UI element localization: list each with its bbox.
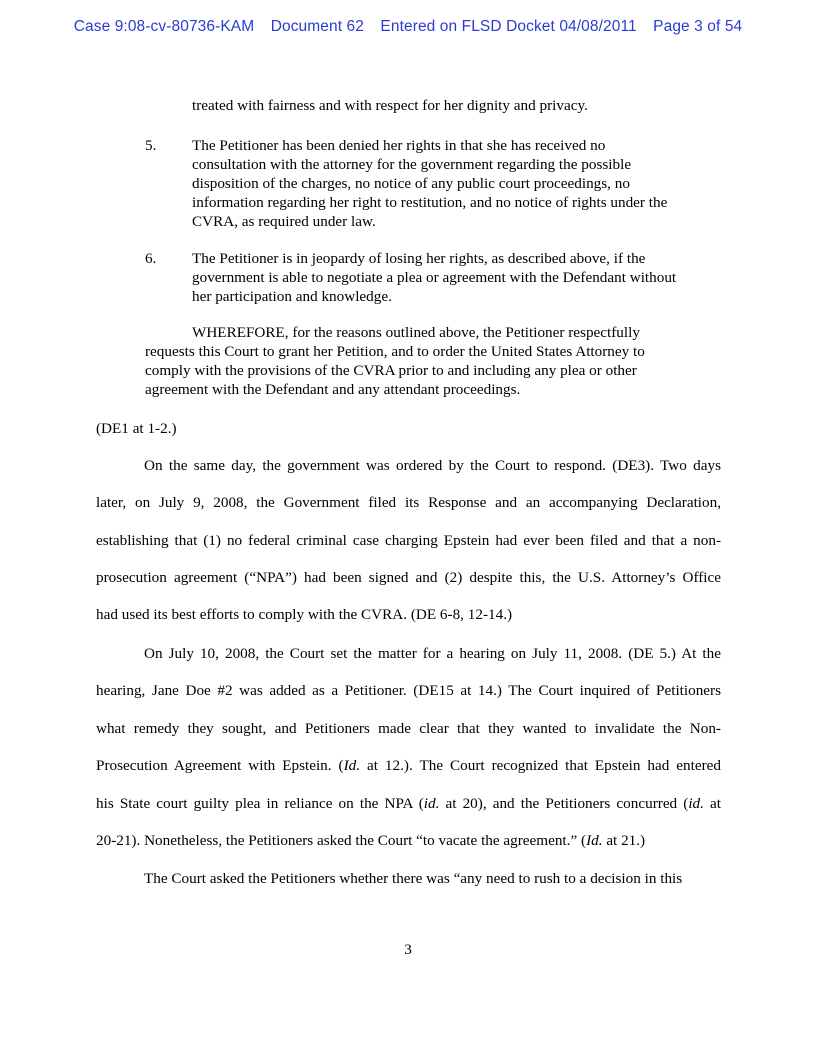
docket-entry: Entered on FLSD Docket 04/08/2011	[380, 18, 637, 35]
italic-run: id.	[688, 795, 704, 812]
text-run: at 20), and the Petitioners concurred (	[439, 795, 689, 812]
body-line: hearing, Jane Doe #2 was added as a Petitioner. (DE15 at 14.) The Court inquired of Petitioners	[96, 682, 721, 699]
body-line: had used its best efforts to comply with the CVRA. (DE 6-8, 12-14.)	[96, 606, 513, 623]
body-line: later, on July 9, 2008, the Government filed its Response and an accompanying Declaration,	[96, 494, 721, 511]
page-count: Page 3 of 54	[653, 18, 743, 35]
italic-run: id.	[423, 795, 440, 812]
text-run: at	[703, 795, 721, 812]
item-text: The Petitioner has been denied her rights in that she has received no consultation with the attorney for the government regarding the possible disposition of the charges, no notice of any public court proceedings, no information regarding her right to restitution, and no notice of rights under the CVRA, as required under law.	[192, 137, 668, 230]
body-line	[96, 795, 721, 813]
body-line: On the same day, the government was ordered by the Court to respond. (DE3). Two days	[144, 457, 721, 474]
body-line: The Court asked the Petitioners whether there was “any need to rush to a decision in this	[144, 870, 683, 887]
body-line: establishing that (1) no federal criminal case charging Epstein had ever been filed and that a non-	[96, 532, 721, 549]
wherefore-paragraph: WHEREFORE, for the reasons outlined above, the Petitioner respectfully requests this Court to grant her Petition, and to order the United States Attorney to comply with the provisions of the CVRA prior to and including any plea or other agreement with the Defendant and any attendant proceedings.	[145, 324, 645, 398]
item-number: 5.	[145, 137, 157, 154]
docket-header	[0, 18, 816, 36]
text-run: 20-21). Nonetheless, the Petitioners asked the Court “to vacate the agreement.” (	[96, 832, 587, 849]
case-number: Case 9:08-cv-80736-KAM	[73, 18, 255, 35]
citation: (DE1 at 1-2.)	[96, 420, 177, 437]
page-number: 3	[404, 941, 412, 958]
text-run: Prosecution Agreement with Epstein. (	[96, 757, 344, 774]
body-line: prosecution agreement (“NPA”) had been signed and (2) despite this, the U.S. Attorney’s Office	[96, 569, 721, 586]
text-run: at 12.). The Court recognized that Epstein had entered	[360, 757, 721, 774]
body-line	[96, 832, 645, 850]
quote-continuation: treated with fairness and with respect for her dignity and privacy.	[192, 97, 588, 114]
text-run: his State court guilty plea in reliance on the NPA (	[96, 795, 424, 812]
body-line	[96, 757, 721, 775]
item-number: 6.	[145, 250, 157, 267]
body-line: On July 10, 2008, the Court set the matter for a hearing on July 11, 2008. (DE 5.) At the	[144, 645, 721, 662]
body-line: what remedy they sought, and Petitioners made clear that they wanted to invalidate the Non-	[96, 720, 721, 737]
text-run: at 21.)	[602, 832, 646, 849]
italic-run: Id.	[586, 832, 603, 849]
italic-run: Id.	[343, 757, 361, 774]
document-number: Document 62	[270, 18, 364, 35]
item-text: The Petitioner is in jeopardy of losing her rights, as described above, if the government is able to negotiate a plea or agreement with the Defendant without her participation and knowledge.	[192, 250, 677, 305]
